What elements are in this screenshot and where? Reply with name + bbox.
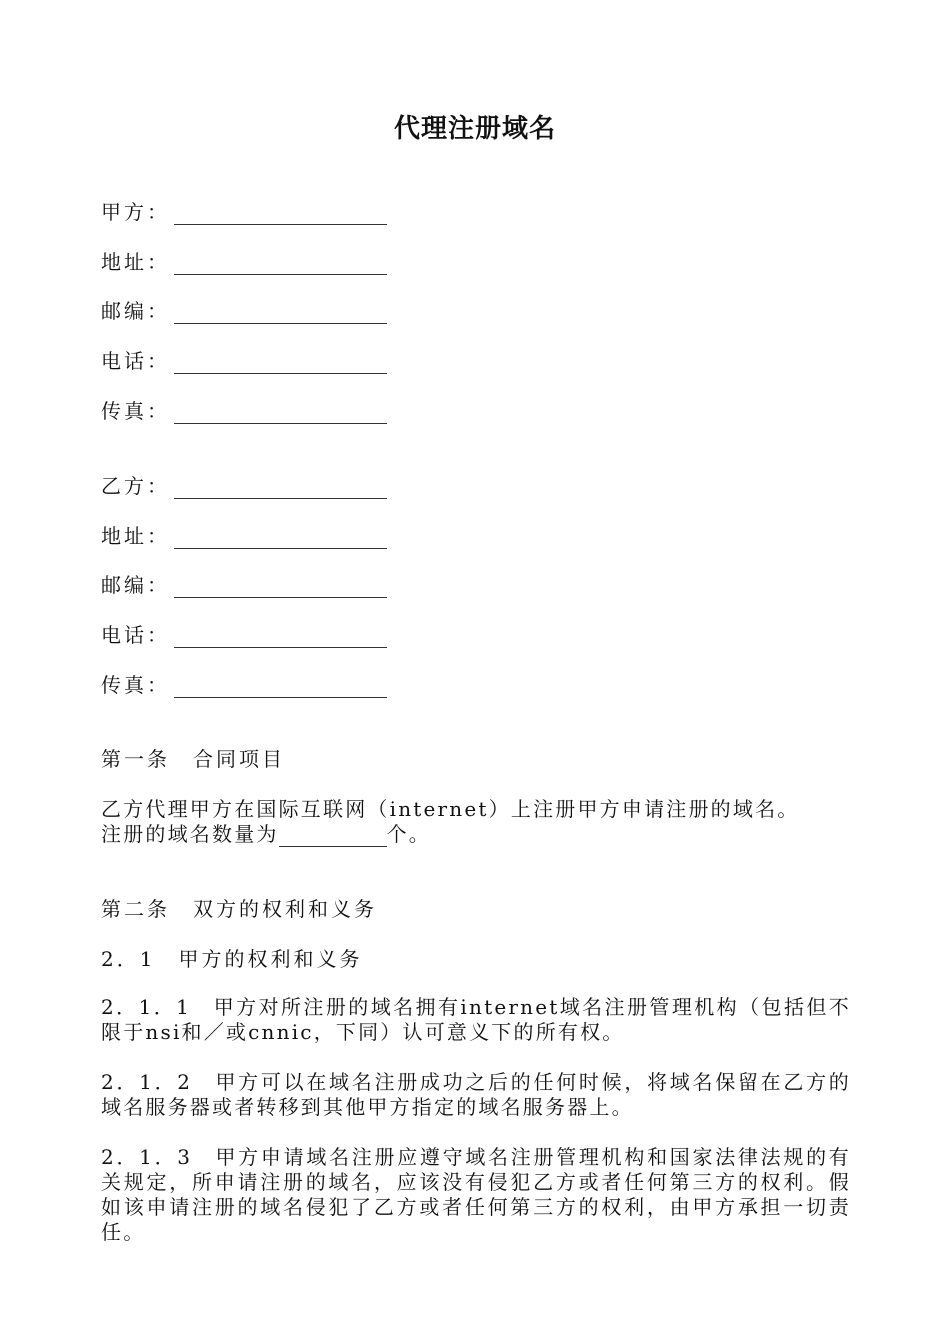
party-b-postcode-field (101, 572, 387, 598)
quantity-unit: 个。 (386, 822, 432, 846)
field-label: 电话： (101, 349, 170, 373)
blank-line (174, 577, 387, 598)
blank-line (174, 528, 387, 549)
section-2-1-heading: 2．1 甲方的权利和义务 (101, 947, 363, 971)
article-1-paragraph (101, 797, 851, 847)
quantity-label: 注册的域名数量为 (101, 822, 279, 846)
quantity-blank (279, 826, 387, 847)
article-2-heading: 第二条 双方的权利和义务 (101, 897, 377, 921)
party-a-postcode-field (101, 298, 387, 324)
party-b-name-field (101, 473, 387, 499)
blank-line (174, 303, 387, 324)
blank-line (174, 254, 387, 275)
clause-2-1-1: 2．1．1 甲方对所注册的域名拥有internet域名注册管理机构（包括但不限于nsi和／或cnnic，下同）认可意义下的所有权。 (101, 995, 851, 1044)
clause-2-1-3: 2．1．3 甲方申请域名注册应遵守域名注册管理机构和国家法律法规的有关规定，所申请注册的域名，应该没有侵犯乙方或者任何第三方的权利。假如该申请注册的域名侵犯了乙方或者任何第三方的权利，由甲方承担一切责任。 (101, 1145, 851, 1244)
blank-line (174, 353, 387, 374)
field-label: 甲方： (101, 200, 170, 224)
field-label: 地址： (101, 250, 170, 274)
field-label: 地址： (101, 524, 170, 548)
field-label: 乙方： (101, 474, 170, 498)
party-b-phone-field (101, 622, 387, 648)
field-label: 电话： (101, 623, 170, 647)
article-1-heading: 第一条 合同项目 (101, 747, 285, 771)
party-a-name-field (101, 199, 387, 225)
party-b-address-field (101, 523, 387, 549)
field-label: 传真： (101, 673, 170, 697)
party-a-fax-field (101, 398, 387, 424)
blank-line (174, 478, 387, 499)
field-label: 邮编： (101, 573, 170, 597)
blank-line (174, 627, 387, 648)
party-a-phone-field (101, 348, 387, 374)
blank-line (174, 204, 387, 225)
clause-2-1-2: 2．1．2 甲方可以在域名注册成功之后的任何时候，将域名保留在乙方的域名服务器或者转移到其他甲方指定的域名服务器上。 (101, 1070, 851, 1119)
article-1-line-2 (101, 822, 851, 847)
article-1-line-1: 乙方代理甲方在国际互联网（internet）上注册甲方申请注册的域名。 (101, 797, 800, 821)
blank-line (174, 403, 387, 424)
blank-line (174, 677, 387, 698)
document-title: 代理注册域名 (393, 114, 556, 144)
party-b-fax-field (101, 672, 387, 698)
field-label: 邮编： (101, 299, 170, 323)
party-a-address-field (101, 249, 387, 275)
field-label: 传真： (101, 399, 170, 423)
